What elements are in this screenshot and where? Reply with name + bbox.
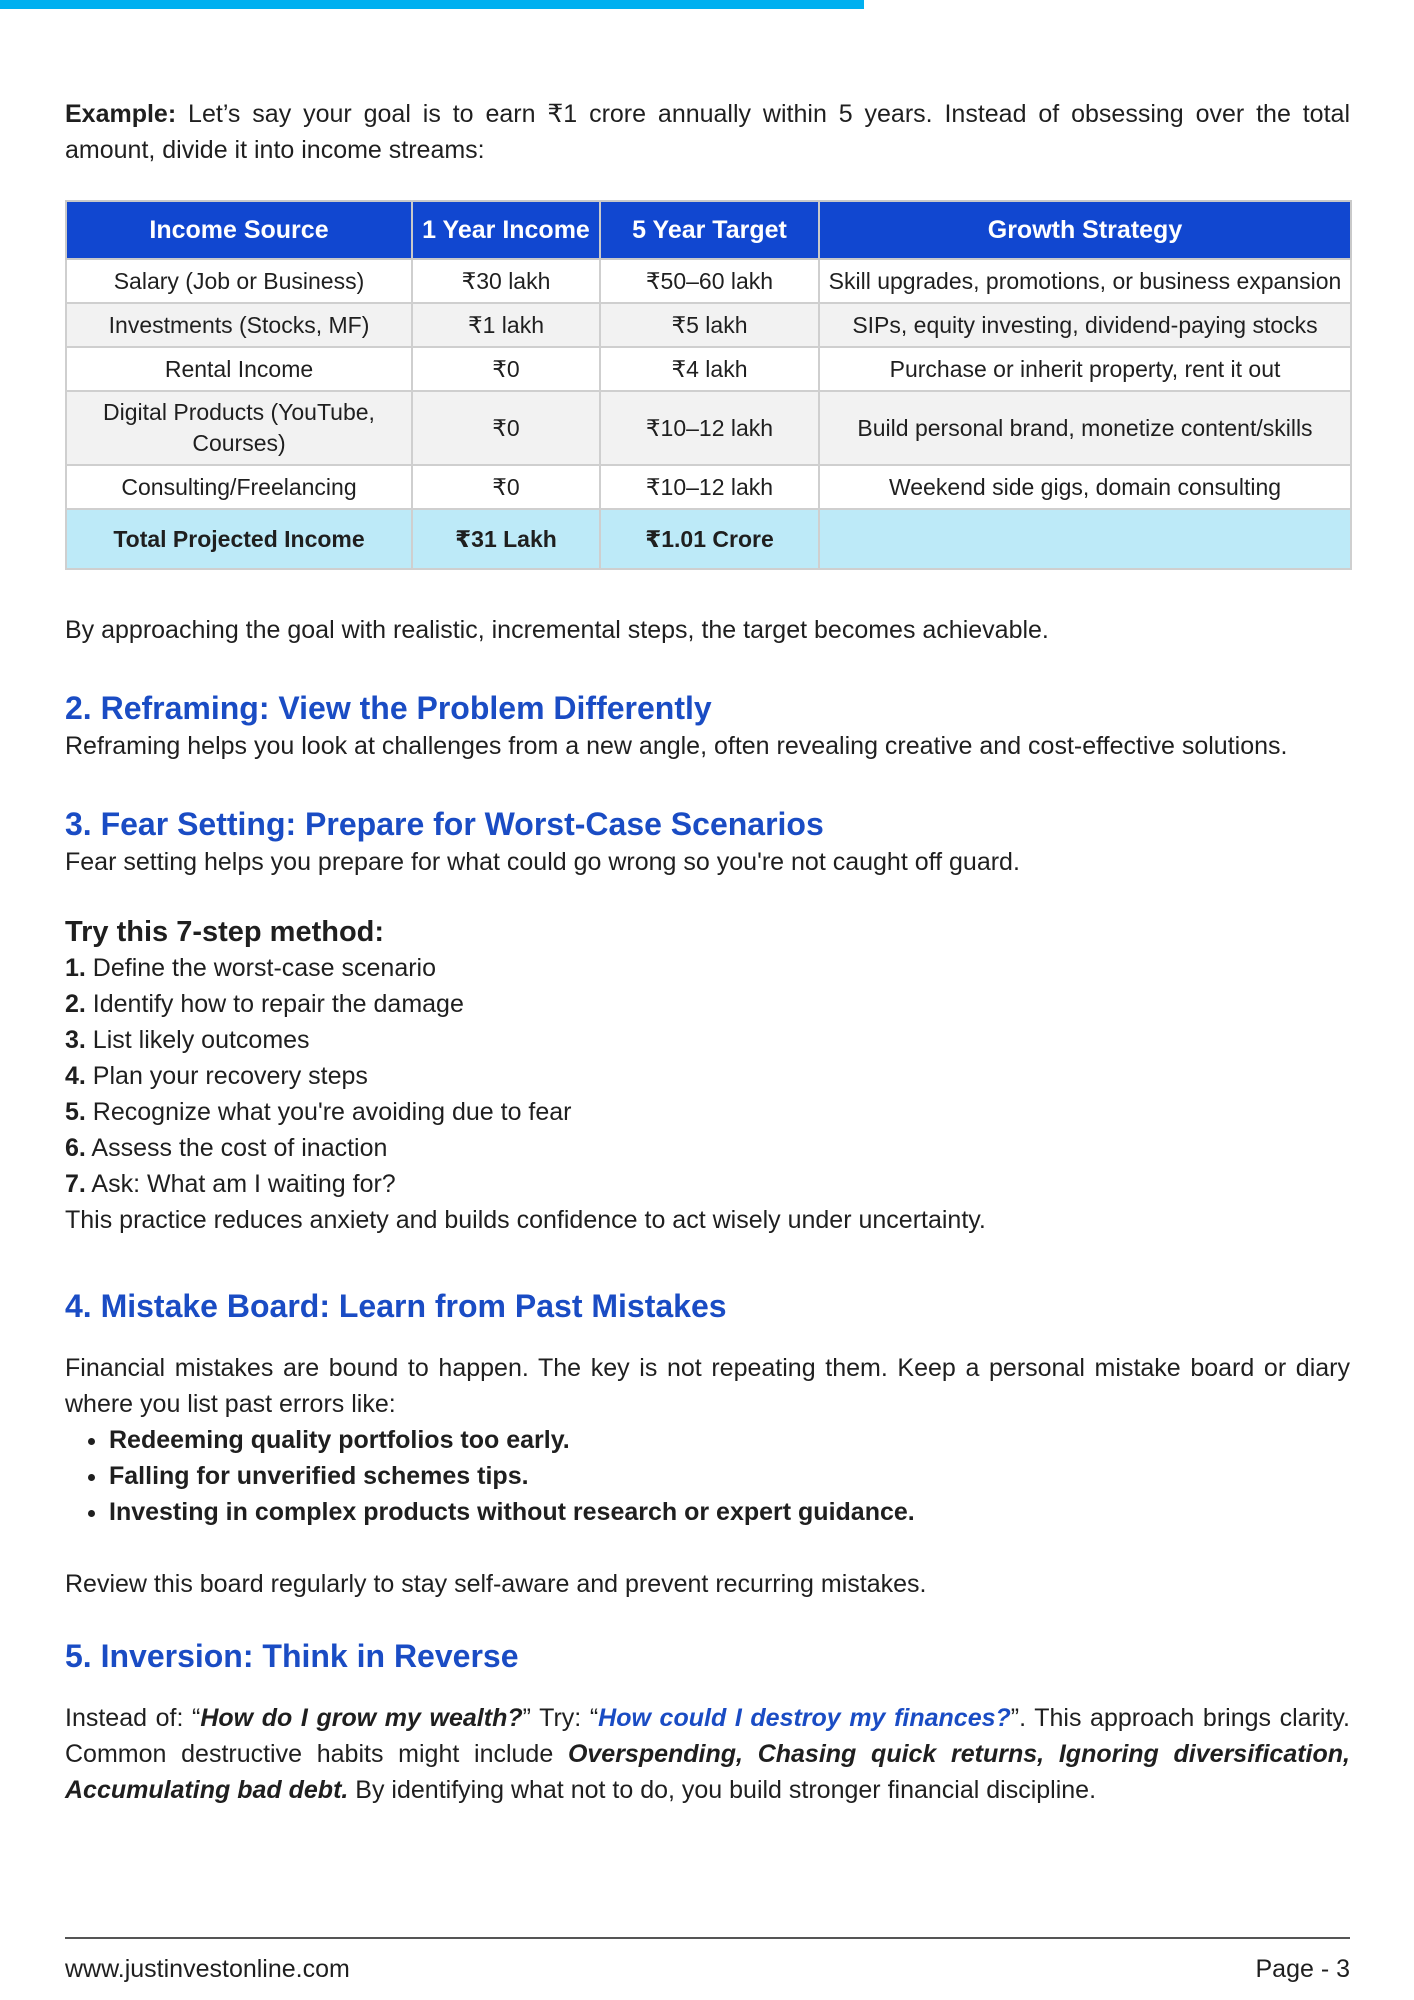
- page-content: [65, 96, 1350, 1808]
- cell-1yr: ₹30 lakh: [412, 259, 600, 303]
- inversion-question-grow: How do I grow my wealth?: [200, 1704, 523, 1732]
- cell-strategy: Build personal brand, monetize content/skills: [819, 391, 1351, 465]
- section-4-heading: 4. Mistake Board: Learn from Past Mistakes: [65, 1288, 727, 1324]
- cell-source: Investments (Stocks, MF): [66, 303, 412, 347]
- list-item: • Investing in complex products without research or expert guidance.: [109, 1494, 1350, 1530]
- section-2-heading: 2. Reframing: View the Problem Differently: [65, 690, 712, 726]
- list-item: [65, 1022, 1350, 1058]
- cell-source: Digital Products (YouTube, Courses): [66, 391, 412, 465]
- seven-step-list: [65, 950, 1350, 1202]
- step-text: Assess the cost of inaction: [85, 1134, 388, 1162]
- cell-strategy: Weekend side gigs, domain consulting: [819, 465, 1351, 509]
- section-3-closing: This practice reduces anxiety and builds confidence to act wisely under uncertainty.: [65, 1206, 986, 1234]
- step-text: Identify how to repair the damage: [85, 990, 464, 1018]
- step-number: 4.: [65, 1062, 86, 1090]
- intro-label: Example:: [65, 100, 177, 128]
- cell-5yr: ₹10–12 lakh: [600, 391, 819, 465]
- table-row: [66, 347, 1351, 391]
- section-3-body: Fear setting helps you prepare for what could go wrong so you're not caught off guard.: [65, 848, 1020, 876]
- cell-1yr: ₹0: [412, 391, 600, 465]
- cell-source: Consulting/Freelancing: [66, 465, 412, 509]
- cell-5yr: ₹10–12 lakh: [600, 465, 819, 509]
- list-item: [65, 1094, 1350, 1130]
- step-number: 5.: [65, 1098, 86, 1126]
- cell-5yr: ₹4 lakh: [600, 347, 819, 391]
- section-2-body: Reframing helps you look at challenges from a new angle, often revealing creative and cost-effective solutions.: [65, 732, 1288, 760]
- cell-strategy: Skill upgrades, promotions, or business expansion: [819, 259, 1351, 303]
- section-3-heading: 3. Fear Setting: Prepare for Worst-Case Scenarios: [65, 806, 824, 842]
- income-streams-table: [65, 200, 1352, 570]
- table-total-row: [66, 509, 1351, 569]
- total-label: Total Projected Income: [66, 509, 412, 569]
- total-strategy: [819, 509, 1351, 569]
- total-5yr: ₹1.01 Crore: [600, 509, 819, 569]
- step-text: Define the worst-case scenario: [85, 954, 437, 982]
- table-row: [66, 303, 1351, 347]
- cell-1yr: ₹0: [412, 465, 600, 509]
- section-5-heading: 5. Inversion: Think in Reverse: [65, 1638, 519, 1674]
- inversion-text: ” Try: “: [522, 1704, 599, 1732]
- list-item: • Falling for unverified schemes tips.: [109, 1458, 1350, 1494]
- cell-1yr: ₹1 lakh: [412, 303, 600, 347]
- method-title: Try this 7-step method:: [65, 916, 385, 948]
- step-text: Recognize what you're avoiding due to fear: [85, 1098, 572, 1126]
- section-5-body: [65, 1700, 1350, 1808]
- total-1yr: ₹31 Lakh: [412, 509, 600, 569]
- mistakes-list: [65, 1422, 1350, 1530]
- step-text: List likely outcomes: [85, 1026, 310, 1054]
- step-number: 2.: [65, 990, 86, 1018]
- list-item: [65, 1130, 1350, 1166]
- table-header-row: [66, 201, 1351, 259]
- destructive-habits: Overspending, Chasing quick returns, Ignoring diversification, Accumulating bad debt.: [65, 1740, 1350, 1804]
- inversion-question-destroy: How could I destroy my finances?: [598, 1704, 1011, 1732]
- list-item: [65, 1058, 1350, 1094]
- list-item: [65, 950, 1350, 986]
- step-number: 3.: [65, 1026, 86, 1054]
- footer-divider: [65, 1937, 1350, 1939]
- section-4-body: Financial mistakes are bound to happen. The key is not repeating them. Keep a personal mistake board or diary where you list past errors like:: [65, 1354, 1350, 1418]
- inversion-text: ”. This approach brings clarity. Common destructive habits might include: [65, 1704, 1351, 1768]
- table-row: [66, 259, 1351, 303]
- cell-strategy: Purchase or inherit property, rent it out: [819, 347, 1351, 391]
- list-item: • Redeeming quality portfolios too early.: [109, 1422, 1350, 1458]
- step-number: 6.: [65, 1134, 86, 1162]
- intro-paragraph: [65, 96, 1350, 168]
- section-4-closing: Review this board regularly to stay self-aware and prevent recurring mistakes.: [65, 1570, 927, 1598]
- header-5-year-target: 5 Year Target: [600, 201, 819, 259]
- page-number: Page - 3: [1255, 1955, 1350, 1983]
- header-1-year-income: 1 Year Income: [412, 201, 600, 259]
- list-item: [65, 1166, 1350, 1202]
- cell-source: Salary (Job or Business): [66, 259, 412, 303]
- list-item: [65, 986, 1350, 1022]
- cell-strategy: SIPs, equity investing, dividend-paying stocks: [819, 303, 1351, 347]
- inversion-text: Instead of: “: [65, 1704, 201, 1732]
- inversion-text: By identifying what not to do, you build stronger financial discipline.: [348, 1776, 1097, 1804]
- intro-text: Let’s say your goal is to earn ₹1 crore annually within 5 years. Instead of obsessing over the total amount, divide it into income streams:: [65, 100, 1350, 164]
- header-growth-strategy: Growth Strategy: [819, 201, 1351, 259]
- header-income-source: Income Source: [66, 201, 412, 259]
- table-row: [66, 391, 1351, 465]
- footer-url[interactable]: www.justinvestonline.com: [65, 1955, 350, 1983]
- step-number: 1.: [65, 954, 86, 982]
- after-table-paragraph: By approaching the goal with realistic, incremental steps, the target becomes achievable.: [65, 616, 1049, 644]
- cell-5yr: ₹5 lakh: [600, 303, 819, 347]
- table-row: [66, 465, 1351, 509]
- step-text: Plan your recovery steps: [85, 1062, 368, 1090]
- top-accent-bar: [0, 0, 864, 9]
- cell-5yr: ₹50–60 lakh: [600, 259, 819, 303]
- cell-1yr: ₹0: [412, 347, 600, 391]
- cell-source: Rental Income: [66, 347, 412, 391]
- step-text: Ask: What am I waiting for?: [85, 1170, 396, 1198]
- step-number: 7.: [65, 1170, 86, 1198]
